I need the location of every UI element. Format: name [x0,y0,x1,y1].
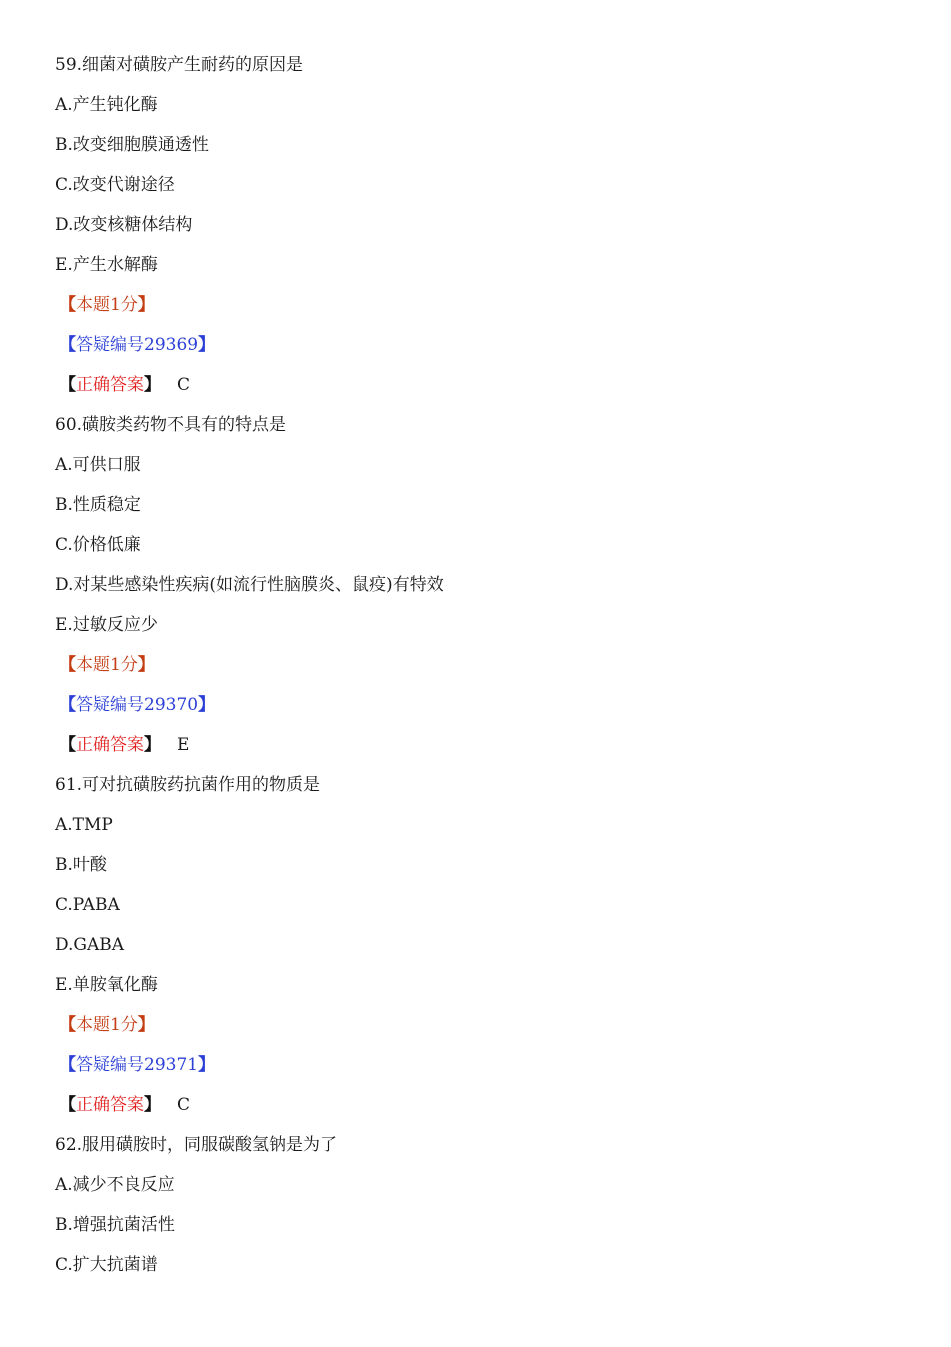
question-stem: 61.可对抗磺胺药抗菌作用的物质是 [55,775,321,795]
bracket-close: 】 [198,695,216,715]
bracket-close: 】 [137,655,155,675]
bracket-open: 【 [59,295,76,315]
score-note [59,292,915,332]
option-a: A.产生钝化酶 [55,95,158,115]
score-text: 本题1分 [76,655,138,675]
qa-id-link[interactable] [59,692,915,732]
option-d: D.GABA [55,935,125,955]
option-c: C.改变代谢途径 [55,175,175,195]
bracket-open: 【 [59,1015,76,1035]
bracket-close: 】 [198,335,216,355]
answer-row [59,732,915,772]
qa-id-text: 答疑编号29369 [76,335,199,355]
option-e: E.过敏反应少 [55,615,158,635]
bracket-open: 【 [59,375,76,395]
option-c: C.价格低廉 [55,535,141,555]
option-b: B.叶酸 [55,855,107,875]
question-stem: 59.细菌对磺胺产生耐药的原因是 [55,55,304,75]
option-b: B.增强抗菌活性 [55,1215,175,1235]
answer-row [59,372,915,412]
bracket-close: 】 [144,1095,161,1115]
bracket-close: 】 [198,1055,216,1075]
bracket-open: 【 [59,735,76,755]
bracket-open: 【 [59,1095,76,1115]
option-a: A.可供口服 [55,455,141,475]
qa-id-link[interactable] [59,1052,915,1092]
bracket-open: 【 [59,655,76,675]
qa-id-text: 答疑编号29371 [76,1055,199,1075]
score-note [59,652,915,692]
question-stem: 62.服用磺胺时，同服碳酸氢钠是为了 [55,1135,338,1155]
answer-value: C [177,1095,191,1115]
score-text: 本题1分 [76,295,138,315]
answer-row [59,1092,915,1132]
option-c: C.扩大抗菌谱 [55,1255,158,1275]
bracket-open: 【 [59,335,76,355]
question-document [55,52,915,1292]
bracket-close: 】 [137,1015,155,1035]
option-a: A.TMP [55,815,113,835]
score-text: 本题1分 [76,1015,138,1035]
option-b: B.性质稳定 [55,495,141,515]
bracket-open: 【 [59,1055,76,1075]
option-e: E.单胺氧化酶 [55,975,158,995]
bracket-close: 】 [137,295,155,315]
bracket-open: 【 [59,695,76,715]
qa-id-link[interactable] [59,332,915,372]
bracket-close: 】 [144,735,161,755]
answer-value: E [177,735,190,755]
option-e: E.产生水解酶 [55,255,158,275]
score-note [59,1012,915,1052]
option-d: D.改变核糖体结构 [55,215,193,235]
bracket-close: 】 [144,375,161,395]
option-b: B.改变细胞膜通透性 [55,135,209,155]
answer-label: 正确答案 [76,735,144,755]
answer-label: 正确答案 [76,375,144,395]
question-stem: 60.磺胺类药物不具有的特点是 [55,415,287,435]
answer-value: C [177,375,191,395]
option-a: A.减少不良反应 [55,1175,175,1195]
option-c: C.PABA [55,895,120,915]
answer-label: 正确答案 [76,1095,144,1115]
option-d: D.对某些感染性疾病(如流行性脑膜炎、鼠疫)有特效 [55,575,444,595]
qa-id-text: 答疑编号29370 [76,695,199,715]
